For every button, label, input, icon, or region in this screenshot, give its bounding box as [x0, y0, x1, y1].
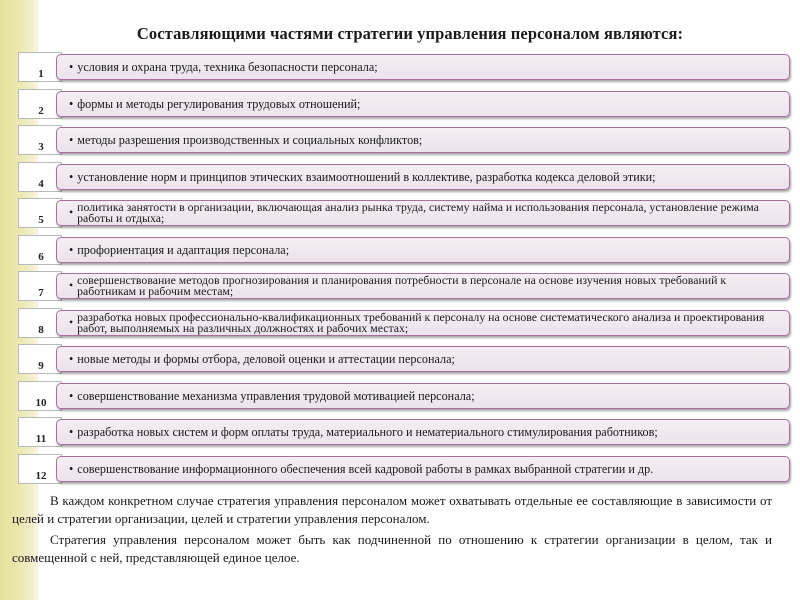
- bullet: •: [69, 425, 74, 439]
- item-text: новые методы и формы отбора, деловой оценки и аттестации персонала;: [77, 352, 455, 366]
- item-box: [56, 91, 790, 117]
- item-number: 6: [38, 251, 44, 263]
- item-box: [56, 237, 790, 263]
- item-text: политика занятости в организации, включающая анализ рынка труда, систему найма и использования персонала, установление режима работы и отдыха;: [77, 199, 759, 225]
- item-text: разработка новых систем и форм оплаты труда, материального и нематериального стимулирования работников;: [77, 425, 658, 439]
- bullet: •: [69, 278, 74, 293]
- item-box: [56, 456, 790, 482]
- item-text: разработка новых профессионально-квалификационных требований к персоналу на основе систематического анализа и проектирования работ, выполняемых на различных должностях и рабочих местах;: [77, 309, 765, 335]
- list-item: [18, 162, 778, 192]
- item-number: 12: [35, 470, 47, 482]
- item-number: 1: [38, 68, 44, 80]
- item-number: 11: [35, 433, 47, 445]
- list-item: [18, 52, 778, 82]
- item-text: профориентация и адаптация персонала;: [77, 243, 290, 257]
- item-box: [56, 164, 790, 190]
- item-number: 9: [38, 360, 44, 372]
- list-item: [18, 125, 778, 155]
- bullet: •: [69, 243, 74, 257]
- item-text: совершенствование методов прогнозирования и планирования потребности в персонале на основе изучения новых требований к работникам и рабочим местам;: [77, 272, 727, 298]
- item-text: совершенствование информационного обеспечения всей кадровой работы в рамках выбранной стратегии и др.: [77, 462, 654, 476]
- body-paragraph: Стратегия управления персоналом может быть как подчиненной по отношению к стратегии организации в целом, так и совмещенной с ней, представляющей единое целое.: [12, 532, 772, 565]
- bullet: •: [69, 315, 74, 330]
- item-text: формы и методы регулирования трудовых отношений;: [77, 97, 361, 111]
- bullet: •: [69, 133, 74, 147]
- item-box: [56, 54, 790, 80]
- item-text: условия и охрана труда, техника безопасности персонала;: [77, 60, 378, 74]
- item-box: [56, 200, 790, 226]
- item-box: [56, 419, 790, 445]
- bullet: •: [69, 205, 74, 220]
- list-item: [18, 344, 778, 374]
- bullet: •: [69, 170, 74, 184]
- item-box: [56, 310, 790, 336]
- item-text: методы разрешения производственных и социальных конфликтов;: [77, 133, 423, 147]
- item-text: установление норм и принципов этических взаимоотношений в коллективе, разработка кодекса деловой этики;: [77, 170, 656, 184]
- list-item: [18, 308, 778, 338]
- item-box: [56, 127, 790, 153]
- list-item: [18, 89, 778, 119]
- item-number: 10: [35, 397, 47, 409]
- page-title: Составляющими частями стратегии управления персоналом являются:: [136, 24, 684, 43]
- bullet: •: [69, 60, 74, 74]
- list-item: [18, 381, 778, 411]
- item-box: [56, 273, 790, 299]
- item-number: 3: [38, 141, 44, 153]
- item-box: [56, 383, 790, 409]
- item-box: [56, 346, 790, 372]
- bullet: •: [69, 97, 74, 111]
- list-item: [18, 417, 778, 447]
- bullet: •: [69, 389, 74, 403]
- item-number: 4: [38, 178, 44, 190]
- item-number: 8: [38, 324, 44, 336]
- bullet: •: [69, 462, 74, 476]
- item-text: совершенствование механизма управления трудовой мотивацией персонала;: [77, 389, 475, 403]
- bullet: •: [69, 352, 74, 366]
- list-item: [18, 198, 778, 228]
- item-number: 7: [38, 287, 44, 299]
- item-number: 5: [38, 214, 44, 226]
- list-item: [18, 271, 778, 301]
- list-item: [18, 235, 778, 265]
- body-paragraph: В каждом конкретном случае стратегия управления персоналом может охватывать отдельные ее составляющие в зависимости от целей и стратегии организации, целей и стратегии управления персоналом.: [12, 493, 772, 526]
- item-number: 2: [38, 105, 44, 117]
- list-item: [18, 454, 778, 484]
